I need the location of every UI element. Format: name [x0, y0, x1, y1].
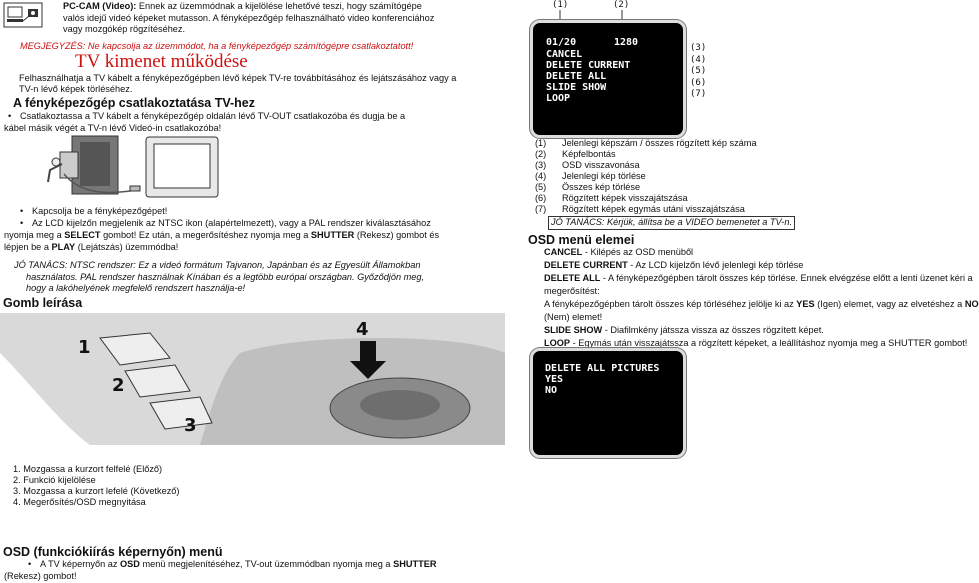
pc-cam-text-3: vagy mozgókép rögzítéséhez. — [63, 24, 186, 34]
legend-text: Összes kép törlése — [562, 182, 641, 192]
osd-resolution: 1280 — [614, 37, 639, 48]
power-bullet-text: Kapcsolja be a fényképezőgépet! — [32, 206, 168, 216]
lcd-bullet-text-a: Az LCD kijelzőn megjelenik az NTSC ikon (alapértelmezett), vagy a PAL rendszer kiválasztásához — [32, 218, 431, 228]
osd-func-text-a1: A TV képernyőn az — [40, 559, 121, 569]
ntsc-tip — [14, 260, 424, 295]
pc-cam-icon — [3, 2, 43, 28]
lcd-bullet-line-b — [4, 230, 439, 242]
lcd-shutter-key: SHUTTER — [310, 230, 355, 240]
pc-cam-title: PC-CAM (Video): — [63, 1, 137, 11]
menu-delete-all-text-2: megerősítést: — [544, 286, 600, 296]
osd-item-slide-show[interactable]: SLIDE SHOW — [546, 82, 607, 93]
callout-6: (6) — [690, 77, 707, 88]
press-number-4: 4 — [356, 319, 369, 340]
osd-function-text-b: (Rekesz) gombot! — [4, 571, 77, 581]
osd-function-heading: OSD (funkciókiírás képernyőn) menü — [3, 545, 223, 559]
buttons-list-item-2: 2. Funkció kijelölése — [13, 475, 96, 485]
lcd-bullet — [32, 218, 431, 230]
confirm-no[interactable]: NO — [545, 385, 558, 396]
connect-bullet — [20, 111, 405, 123]
lcd-bullet-line-c — [4, 242, 178, 254]
menu-delete-all-text-4: (Nem) elemet! — [544, 312, 603, 322]
press-number-3: 3 — [184, 415, 197, 436]
legend-num: (2) — [535, 149, 547, 159]
osd-function-bullet — [40, 559, 436, 571]
legend-num: (5) — [535, 182, 547, 192]
osd-func-text-a3: menü megjelenítéséhez, TV-out üzemmódban nyomja meg a — [139, 559, 394, 569]
callout-4: (4) — [690, 54, 707, 65]
camera-buttons-illustration — [0, 313, 505, 445]
legend-num: (3) — [535, 160, 547, 170]
legend-num: (7) — [535, 204, 547, 214]
lcd-text-c3: (Lejátszás) üzemmódba! — [75, 242, 179, 252]
menu-delete-current-text: - Az LCD kijelzőn lévő jelenlegi kép törlése — [627, 260, 804, 270]
callouts-right — [690, 43, 706, 101]
delete-all-confirm-screen — [530, 348, 686, 458]
press-number-1: 1 — [78, 337, 91, 358]
ntsc-tip-line-3: hogy a lakóhelyének megfelelő rendszert használja-e! — [26, 283, 246, 293]
legend-num: (6) — [535, 193, 547, 203]
connect-bullet-text-a: Csatlakoztassa a TV kábelt a fényképezőgép oldalán lévő TV-OUT csatlakozóba és dugja be a — [20, 111, 406, 121]
ntsc-tip-line-2: használatos. PAL rendszer használnak Kínában és a legtöbb európai országban. Győződjön meg, — [26, 271, 425, 282]
legend-text: Képfelbontás — [562, 149, 616, 159]
legend-text: Jelenlegi kép törlése — [562, 171, 646, 181]
menu-no-key: NO — [964, 299, 979, 309]
callout-5: (5) — [690, 66, 707, 76]
osd-counter: 01/20 — [546, 37, 577, 48]
tv-output-text-2: TV-n lévő képek törléséhez. — [19, 84, 133, 94]
tv-output-heading: TV kimenet működése — [75, 51, 248, 72]
menu-delete-all-text-3b: (Igen) elemet, vagy az elvetéshez a — [814, 299, 965, 309]
legend-num: (1) — [535, 138, 547, 148]
legend-text: Rögzített képek egymás utáni visszajátszása — [562, 204, 745, 214]
buttons-list-item-4: 4. Megerősítés/OSD megnyitása — [13, 497, 146, 507]
osd-menu-screen — [530, 20, 686, 138]
lcd-play-key: PLAY — [51, 242, 76, 252]
callout-1: (1) — [552, 0, 569, 10]
tv-output-text-1: Felhasználhatja a TV kábelt a fényképezőgépben lévő képek TV-re továbbításához és lejátszásához vagy a — [19, 73, 457, 83]
confirm-yes[interactable]: YES — [545, 374, 564, 385]
power-bullet — [32, 206, 167, 218]
lcd-select-key: SELECT — [64, 230, 101, 240]
menu-delete-all-key: DELETE ALL — [544, 273, 601, 283]
legend-num: (4) — [535, 171, 547, 181]
osd-func-osd-key: OSD — [120, 559, 140, 569]
legend-text: Jelenlegi képszám / összes rögzített kép száma — [562, 138, 757, 148]
menu-delete-all-text: - A fényképezőgépben tárolt összes kép törlése. Ennek elvégzése előtt a lenti üzenet kéri a — [600, 273, 973, 283]
lcd-text-c1: lépjen be a — [4, 242, 52, 252]
menu-cancel-key: CANCEL — [544, 247, 583, 257]
menu-cancel-text: - Kilépés az OSD menüből — [582, 247, 694, 257]
osd-item-delete-current[interactable]: DELETE CURRENT — [546, 60, 631, 71]
press-number-2: 2 — [112, 375, 125, 396]
ntsc-tip-line-1: JÓ TANÁCS: NTSC rendszer: Ez a videó formátum Tajvanon, Japánban és az Egyesült Államokban — [14, 260, 421, 270]
menu-loop-key: LOOP — [544, 338, 571, 348]
menu-yes-key: YES — [796, 299, 815, 309]
lcd-text-b3: gombot! Ez után, a megerősítéshez nyomja meg a — [100, 230, 311, 240]
button-description-heading: Gomb leírása — [3, 296, 83, 310]
buttons-list-item-1: 1. Mozgassa a kurzort felfelé (Előző) — [13, 464, 163, 474]
menu-slide-text: - Diafilmkény játssza vissza az összes rögzített képet. — [602, 325, 824, 335]
camera-tv-illustration — [42, 134, 240, 202]
osd-menu-heading: OSD menü elemei — [528, 233, 635, 247]
legend-text: OSD visszavonása — [562, 160, 640, 170]
menu-delete-all-text-3a: A fényképezőgépben tárolt összes kép törléséhez jelölje ki az — [544, 299, 797, 309]
note-text: MEGJEGYZÉS: Ne kapcsolja az üzemmódot, ha a fényképezőgép számítógépre csatlakoztatott! — [20, 41, 414, 51]
pc-cam-text-1: Ennek az üzemmódnak a kijelölése lehetővé teszi, hogy számítógépe — [136, 1, 422, 11]
osd-item-delete-all[interactable]: DELETE ALL — [546, 71, 607, 82]
video-input-tip: JÓ TANÁCS: Kérjük, állítsa be a VIDEO bemenetet a TV-n. — [548, 216, 795, 230]
osd-item-cancel[interactable]: CANCEL — [546, 49, 583, 60]
legend-text: Rögzített képek visszajátszása — [562, 193, 688, 203]
lcd-text-b5: (Rekesz) gombot és — [354, 230, 440, 240]
connect-bullet-text-b: kábel másik végét a TV-n lévő Videó-in csatlakozóba! — [4, 123, 222, 133]
osd-item-loop[interactable]: LOOP — [546, 93, 571, 104]
callout-7: (7) — [690, 89, 707, 99]
callout-3: (3) — [690, 43, 707, 53]
pc-cam-paragraph — [63, 1, 463, 36]
confirm-title: DELETE ALL PICTURES — [545, 363, 660, 374]
callout-2: (2) — [613, 0, 630, 10]
osd-func-shutter-key: SHUTTER — [393, 559, 437, 569]
connect-heading: A fényképezőgép csatlakoztatása TV-hez — [13, 96, 255, 110]
menu-slide-key: SLIDE SHOW — [544, 325, 603, 335]
buttons-list-item-3: 3. Mozgassa a kurzort lefelé (Következő) — [13, 486, 180, 496]
menu-delete-current-key: DELETE CURRENT — [544, 260, 628, 270]
pc-cam-text-2: valós idejű videó képeket mutasson. A fényképezőgép felhasználható video konferenciához — [63, 12, 435, 23]
menu-loop-text: - Egymás után visszajátssza a rögzített képeket, a leállításhoz nyomja meg a SHUTTER gombot! — [570, 338, 968, 348]
osd-menu-descriptions — [544, 247, 979, 349]
buttons-list — [13, 464, 179, 508]
lcd-text-b1: nyomja meg a — [4, 230, 65, 240]
